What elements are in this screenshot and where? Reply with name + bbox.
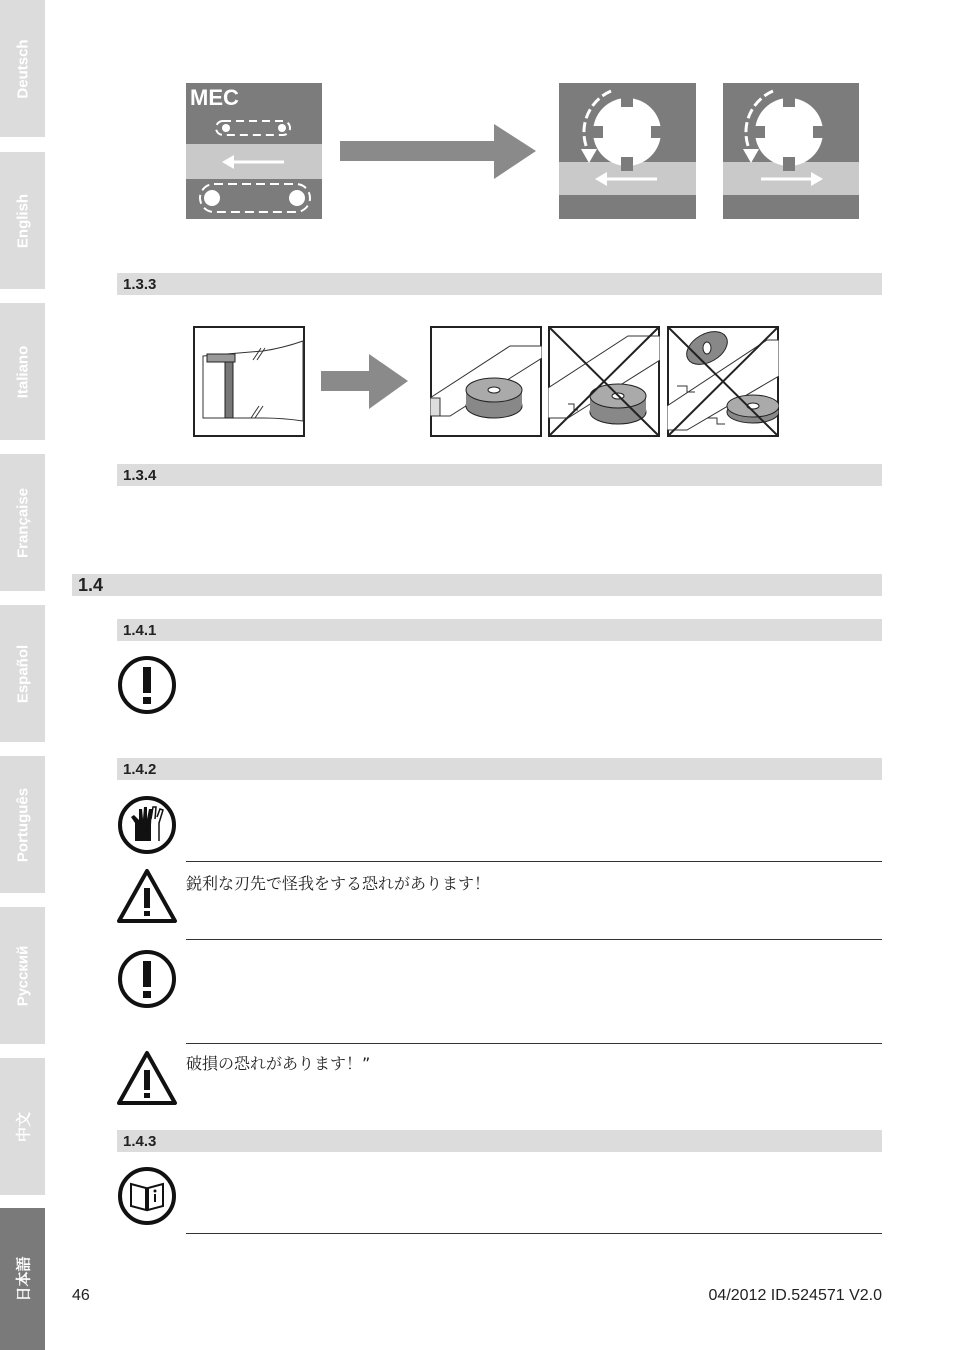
warning-triangle-icon xyxy=(116,1050,178,1111)
tab-francaise[interactable]: Française xyxy=(0,454,45,591)
document-id: 04/2012 ID.524571 V2.0 xyxy=(708,1287,882,1304)
tab-italiano[interactable]: Italiano xyxy=(0,303,45,440)
notice-exclamation-icon xyxy=(117,655,177,720)
section-1-4-3-heading: 1.4.3 xyxy=(117,1130,882,1152)
tab-english[interactable]: English xyxy=(0,152,45,289)
language-tabs xyxy=(0,0,45,1350)
arrow-right-icon xyxy=(340,124,536,184)
arrow-right-icon xyxy=(321,354,408,414)
mec-label: MEC xyxy=(190,85,239,110)
warning-rule-bottom xyxy=(186,939,882,940)
tab-russian[interactable]: Русский xyxy=(0,907,45,1044)
page-number: 46 xyxy=(72,1287,90,1304)
warning-triangle-icon xyxy=(116,868,178,929)
section-1-3-3-heading: 1.3.3 xyxy=(117,273,882,295)
disc-wrong-placement-1 xyxy=(548,326,660,442)
warning-rule-top xyxy=(186,861,882,862)
tab-espanol[interactable]: Español xyxy=(0,605,45,742)
section-1-3-4-heading: 1.3.4 xyxy=(117,464,882,486)
tab-portugues[interactable]: Português xyxy=(0,756,45,893)
tab-chinese[interactable]: 中文 xyxy=(0,1058,45,1195)
section-1-4-2-heading: 1.4.2 xyxy=(117,758,882,780)
disc-correct-placement xyxy=(430,326,542,442)
warning-damage-risk-text: 破損の恐れがあります！” xyxy=(186,1054,371,1073)
mec-panel xyxy=(186,83,322,219)
tab-deutsch[interactable]: Deutsch xyxy=(0,0,45,137)
clamp-diagram xyxy=(193,326,305,442)
rotation-clockwise-panel xyxy=(723,83,859,224)
warning-cut-risk-text: 鋭利な刃先で怪我をする恐れがあります！ xyxy=(186,874,491,893)
disc-wrong-placement-2 xyxy=(667,326,779,442)
rotation-counterclockwise-panel xyxy=(559,83,696,224)
read-manual-icon xyxy=(117,1166,177,1231)
section-1-4-1-heading: 1.4.1 xyxy=(117,619,882,641)
gloves-icon xyxy=(117,795,177,860)
warning-rule-top xyxy=(186,1043,882,1044)
section-1-4-heading: 1.4 xyxy=(72,574,882,596)
tab-japanese[interactable]: 日本語 xyxy=(0,1208,45,1350)
section-end-rule xyxy=(186,1233,882,1234)
notice-exclamation-icon xyxy=(117,949,177,1014)
